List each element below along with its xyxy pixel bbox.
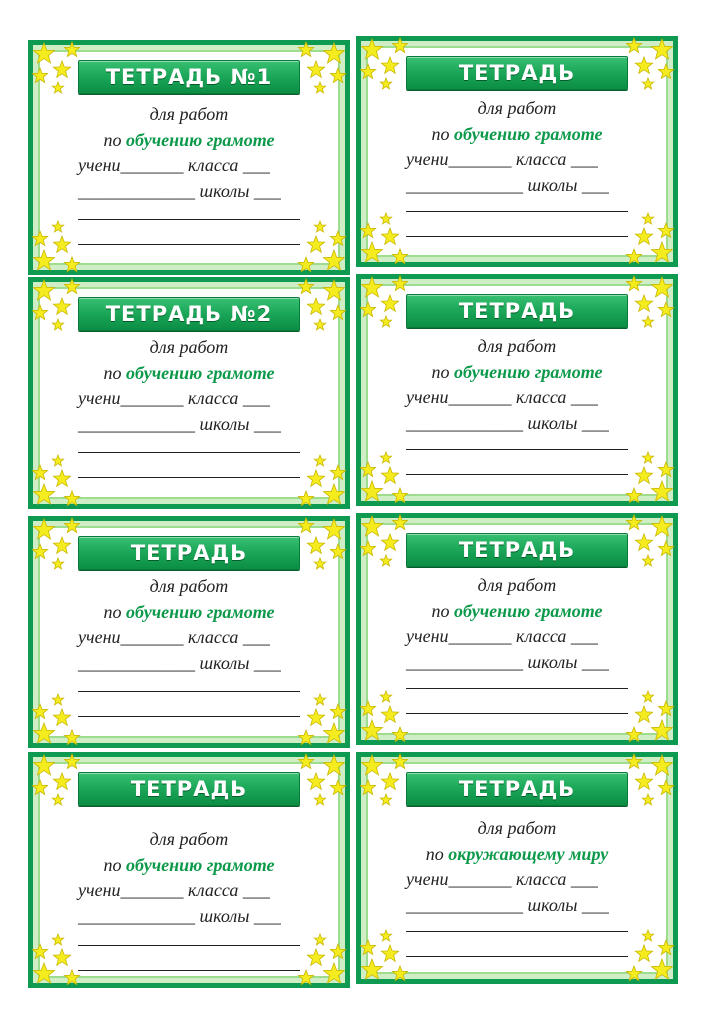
label-title: ТЕТРАДЬ <box>406 56 628 90</box>
label-subject <box>368 362 666 383</box>
school-line: _____________ школы ___ <box>406 652 609 672</box>
student-class-line: учени_______ класса ___ <box>406 387 598 407</box>
blank-line <box>406 449 628 450</box>
label-subject <box>368 601 666 622</box>
subject-prefix: по <box>431 124 450 144</box>
blank-line <box>406 688 628 689</box>
label-title: ТЕТРАДЬ №2 <box>78 297 300 331</box>
subject-prefix: по <box>103 130 122 150</box>
subject-prefix: по <box>103 855 122 875</box>
blank-line <box>78 244 300 245</box>
school-line: _____________ школы ___ <box>406 175 609 195</box>
subject-name: обучению грамоте <box>453 362 603 382</box>
blank-line <box>78 945 300 946</box>
student-class-line: учени_______ класса ___ <box>78 388 270 408</box>
subject-prefix: по <box>425 844 444 864</box>
blank-line <box>406 211 628 212</box>
school-line: _____________ школы ___ <box>78 906 281 926</box>
blank-line <box>406 931 628 932</box>
blank-line <box>406 956 628 957</box>
blank-line <box>78 716 300 717</box>
label-title: ТЕТРАДЬ <box>406 772 628 806</box>
blank-line <box>78 219 300 220</box>
subject-name: обучению грамоте <box>453 124 603 144</box>
notebook-label-5 <box>28 516 350 748</box>
blank-line <box>406 474 628 475</box>
blank-line <box>406 236 628 237</box>
blank-line <box>78 691 300 692</box>
notebook-label-6 <box>356 513 678 745</box>
notebook-label-2 <box>356 36 678 267</box>
notebook-label-8 <box>356 752 678 984</box>
subject-prefix: по <box>431 362 450 382</box>
notebook-label-3 <box>28 277 350 509</box>
subject-name: обучению грамоте <box>125 363 275 383</box>
student-class-line: учени_______ класса ___ <box>78 880 270 900</box>
label-purpose: для работ <box>149 104 229 124</box>
school-line: _____________ школы ___ <box>78 414 281 434</box>
subject-name: окружающему миру <box>448 844 609 864</box>
subject-name: обучению грамоте <box>453 601 603 621</box>
label-title: ТЕТРАДЬ <box>406 533 628 567</box>
student-class-line: учени_______ класса ___ <box>406 626 598 646</box>
blank-line <box>78 452 300 453</box>
student-class-line: учени_______ класса ___ <box>406 869 598 889</box>
school-line: _____________ школы ___ <box>406 895 609 915</box>
subject-prefix: по <box>103 363 122 383</box>
label-subject <box>368 124 666 145</box>
school-line: _____________ школы ___ <box>406 413 609 433</box>
subject-name: обучению грамоте <box>125 602 275 622</box>
blank-line <box>406 713 628 714</box>
student-class-line: учени_______ класса ___ <box>78 627 270 647</box>
label-subject <box>40 602 338 623</box>
notebook-label-7 <box>28 752 350 988</box>
blank-line <box>78 477 300 478</box>
label-purpose: для работ <box>477 575 557 595</box>
label-subject <box>368 844 666 865</box>
student-class-line: учени_______ класса ___ <box>406 149 598 169</box>
label-purpose: для работ <box>477 98 557 118</box>
subject-prefix: по <box>103 602 122 622</box>
notebook-label-4 <box>356 274 678 506</box>
label-purpose: для работ <box>477 336 557 356</box>
label-purpose: для работ <box>149 829 229 849</box>
label-title: ТЕТРАДЬ <box>78 772 300 806</box>
label-subject <box>40 130 338 151</box>
school-line: _____________ школы ___ <box>78 181 281 201</box>
label-title: ТЕТРАДЬ <box>406 294 628 328</box>
school-line: _____________ школы ___ <box>78 653 281 673</box>
blank-line <box>78 970 300 971</box>
subject-prefix: по <box>431 601 450 621</box>
label-title: ТЕТРАДЬ <box>78 536 300 570</box>
label-purpose: для работ <box>477 818 557 838</box>
student-class-line: учени_______ класса ___ <box>78 155 270 175</box>
label-purpose: для работ <box>149 337 229 357</box>
notebook-label-1 <box>28 40 350 275</box>
label-purpose: для работ <box>149 576 229 596</box>
subject-name: обучению грамоте <box>125 855 275 875</box>
subject-name: обучению грамоте <box>125 130 275 150</box>
label-title: ТЕТРАДЬ №1 <box>78 60 300 94</box>
label-subject <box>40 855 338 876</box>
label-subject <box>40 363 338 384</box>
